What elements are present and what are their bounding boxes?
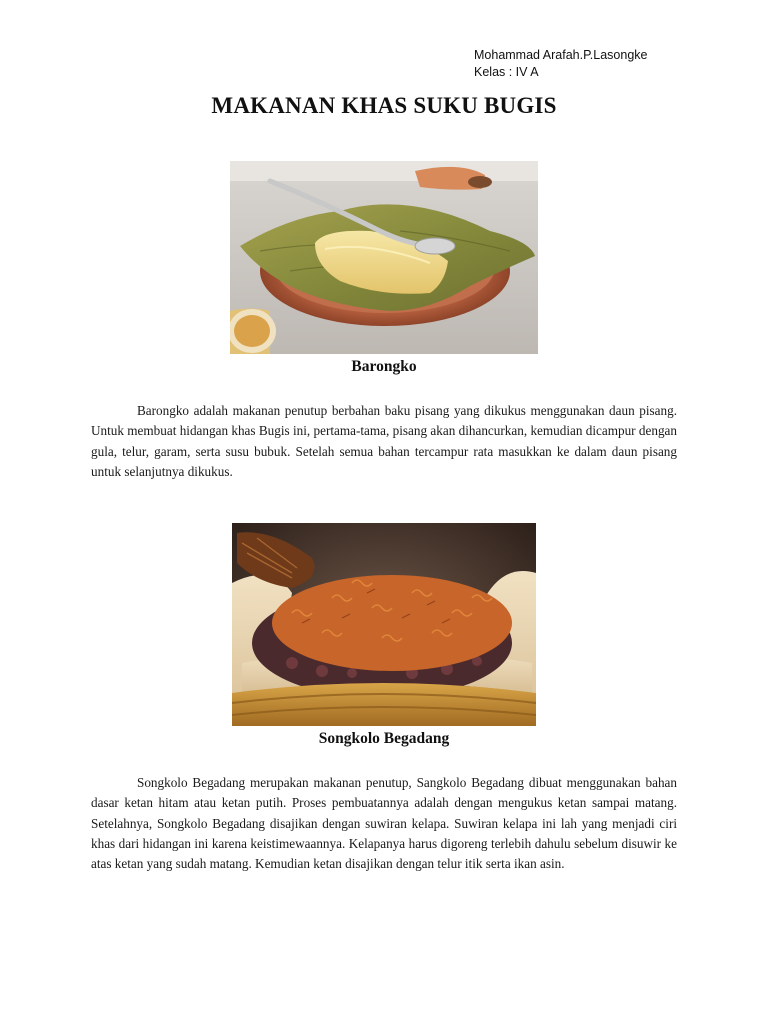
songkolo-begadang-caption: Songkolo Begadang	[318, 730, 450, 747]
songkolo-begadang-photo	[232, 523, 536, 726]
barongko-paragraph: Barongko adalah makanan penutup berbahan baku pisang yang dikukus menggunakan daun pisang. Untuk membuat hidangan khas Bugis ini, pertama-tama, pisang akan dihancurkan, kemudian dicampur dengan gula, telur, garam, serta susu bubuk. Setelah semua bahan tercampur rata masukkan ke dalam daun pisang untuk selanjutnya dikukus.	[91, 403, 677, 479]
document-title: MAKANAN KHAS SUKU BUGIS	[211, 93, 557, 118]
author-block	[474, 47, 648, 81]
barongko-caption: Barongko	[351, 358, 417, 375]
songkolo-begadang-paragraph: Songkolo Begadang merupakan makanan penutup, Sangkolo Begadang dibuat menggunakan bahan dasar ketan hitam atau ketan putih. Proses pembuatannya adalah dengan mengukus ketan sampai matang. Setelahnya, Songkolo Begadang disajikan dengan suwiran kelapa. Suwiran kelapa ini lah yang menjadi ciri khas dari hidangan ini karena keistimewaannya. Kelapanya harus digoreng terlebih dahulu sebelum disuwir ke atas ketan yang sudah matang. Kemudian ketan disajikan dengan telur itik serta ikan asin.	[91, 775, 677, 872]
class-label: Kelas : IV A	[474, 65, 539, 79]
barongko-photo	[230, 161, 538, 354]
author-name: Mohammad Arafah.P.Lasongke	[474, 48, 648, 62]
